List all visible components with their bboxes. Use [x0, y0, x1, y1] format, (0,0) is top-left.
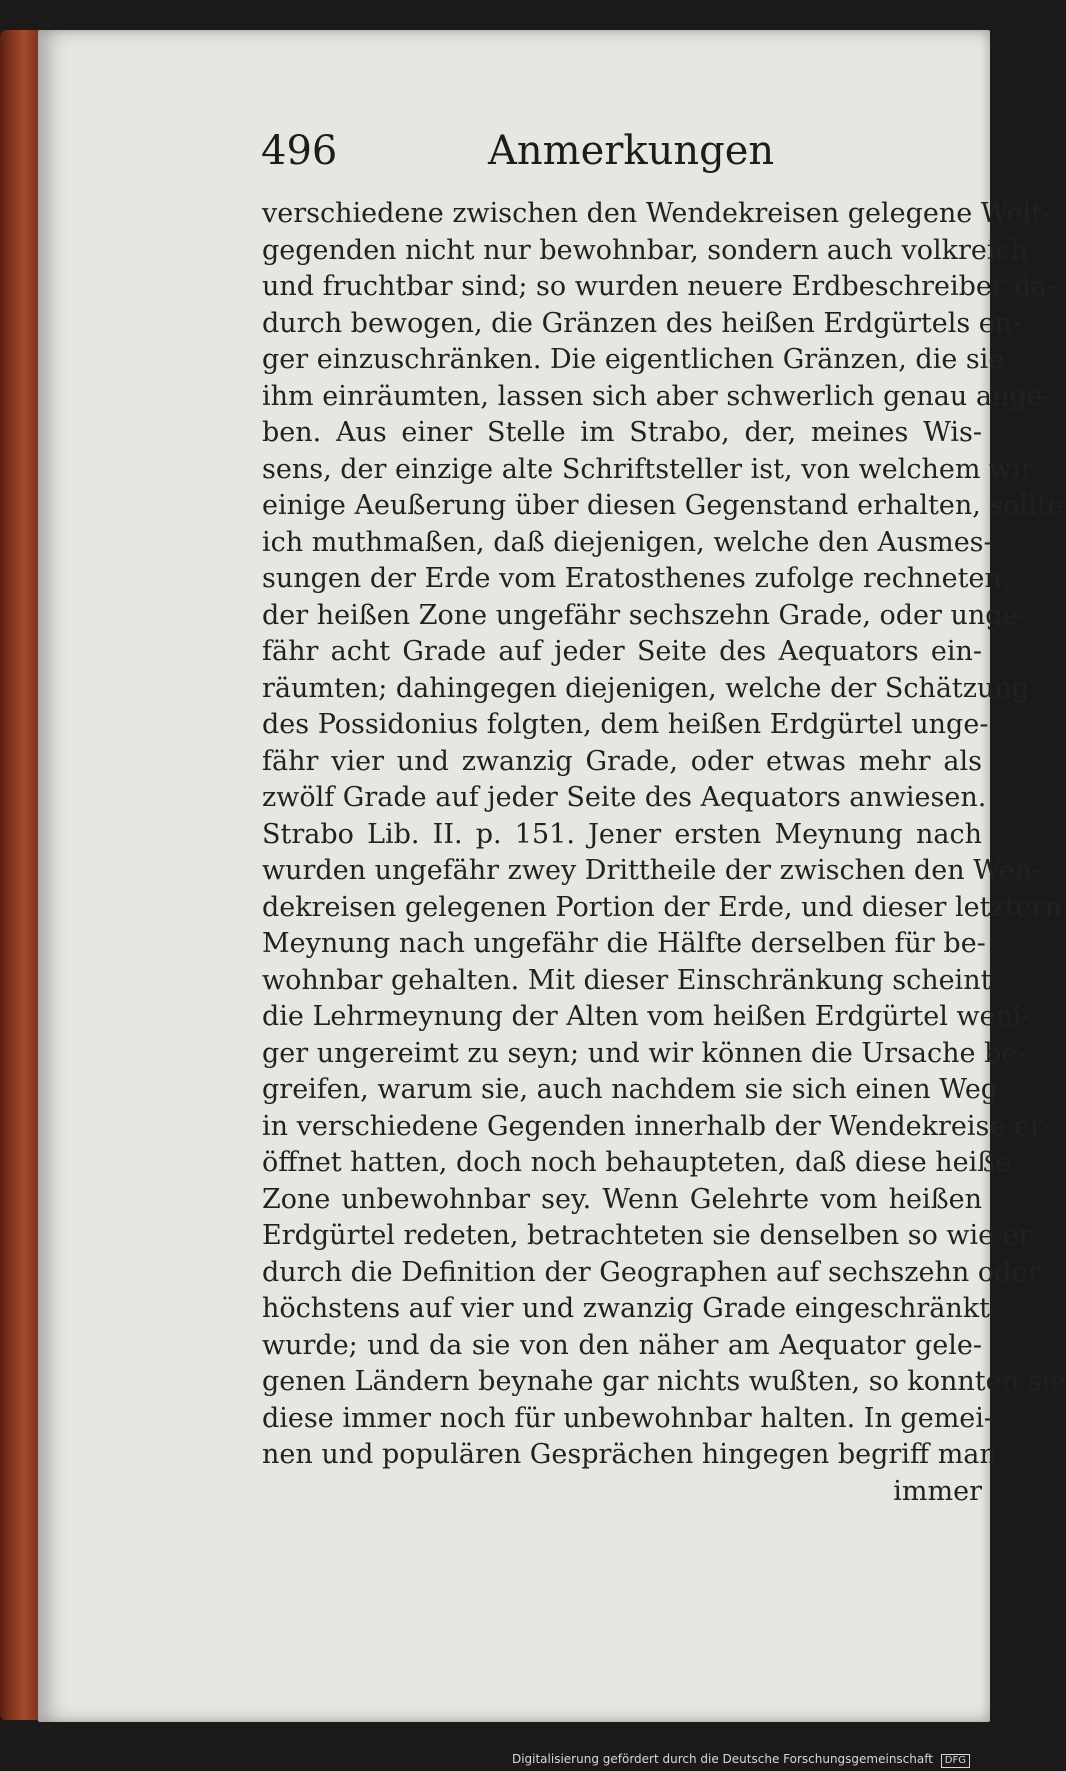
text-line: sungen der Erde vom Eratosthenes zufolge rechneten,: [262, 563, 1011, 594]
text-line: der heißen Zone ungefähr sechszehn Grade, oder unge-: [262, 599, 1028, 631]
body-text: [262, 196, 1066, 1510]
book-edge: [0, 30, 40, 1720]
text-line: fähr acht Grade auf jeder Seite des Aequators ein-: [262, 636, 982, 667]
page-number: 496: [261, 128, 338, 174]
text-line: ben. Aus einer Stelle im Strabo, der, meines Wis-: [262, 417, 982, 448]
text-line: verschiedene zwischen den Wendekreisen gelegene Welt-: [262, 198, 1051, 229]
text-line: in verschiedene Gegenden innerhalb der Wendekreise er-: [262, 1110, 1052, 1142]
text-line: räumten; dahingegen diejenigen, welche der Schätzung: [262, 672, 1030, 704]
text-line: genen Ländern beynahe gar nichts wußten, so konnten sie: [262, 1366, 1066, 1397]
text-line: wohnbar gehalten. Mit dieser Einschränkung scheint: [262, 964, 992, 996]
running-head: Anmerkungen: [488, 128, 775, 174]
text-line: ger einzuschränken. Die eigentlichen Gränzen, die sie: [262, 344, 1005, 375]
text-line: wurden ungefähr zwey Drittheile der zwischen den Wen-: [262, 855, 1042, 886]
text-line: öffnet hatten, doch noch behaupteten, daß diese heiße: [262, 1147, 1012, 1178]
text-line: zwölf Grade auf jeder Seite des Aequators anwiesen.: [262, 782, 987, 813]
text-line: fähr vier und zwanzig Grade, oder etwas mehr als: [262, 745, 982, 777]
text-line: einige Aeußerung über diesen Gegenstand erhalten, sollte: [262, 490, 1064, 521]
text-line: nen und populären Gesprächen hingegen begriff man: [262, 1439, 997, 1470]
dfg-logo: DFG: [941, 1754, 970, 1768]
text-line: dekreisen gelegenen Portion der Erde, und dieser letztern: [262, 891, 1062, 923]
text-line: durch bewogen, die Gränzen des heißen Erdgürtels en-: [262, 307, 1022, 339]
text-line: wurde; und da sie von den näher am Aequator gele-: [262, 1329, 982, 1361]
text-line: höchstens auf vier und zwanzig Grade eingeschränkt: [262, 1293, 990, 1324]
text-line: und fruchtbar sind; so wurden neuere Erdbeschreiber da-: [262, 271, 1056, 302]
footer-credit: [512, 1752, 970, 1768]
catchword: immer: [893, 1475, 982, 1507]
text-line: durch die Definition der Geographen auf sechszehn oder: [262, 1256, 1041, 1288]
text-line: ich muthmaßen, daß diejenigen, welche den Ausmes-: [262, 526, 993, 558]
text-line: des Possidonius folgten, dem heißen Erdgürtel unge-: [262, 709, 989, 740]
text-line: die Lehrmeynung der Alten vom heißen Erdgürtel weni-: [262, 1001, 1031, 1032]
text-line: Meynung nach ungefähr die Hälfte derselben für be-: [262, 928, 986, 959]
text-line: Zone unbewohnbar sey. Wenn Gelehrte vom heißen: [262, 1183, 982, 1215]
text-line: diese immer noch für unbewohnbar halten. In gemei-: [262, 1402, 994, 1434]
text-line: ger ungereimt zu seyn; und wir können die Ursache be-: [262, 1037, 1027, 1069]
text-line: greifen, warum sie, auch nachdem sie sich einen Weg: [262, 1074, 999, 1105]
text-line: Strabo Lib. II. p. 151. Jener ersten Meynung nach: [262, 818, 982, 850]
text-line: ihm einräumten, lassen sich aber schwerlich genau ange-: [262, 380, 1052, 412]
footer-credit-text: Digitalisierung gefördert durch die Deutsche Forschungsgemeinschaft: [511, 1752, 933, 1766]
text-line: gegenden nicht nur bewohnbar, sondern auch volkreich: [262, 234, 1029, 266]
text-line: sens, der einzige alte Schriftsteller ist, von welchem wir: [262, 453, 1034, 485]
text-line: Erdgürtel redeten, betrachteten sie denselben so wie er: [262, 1220, 1032, 1251]
